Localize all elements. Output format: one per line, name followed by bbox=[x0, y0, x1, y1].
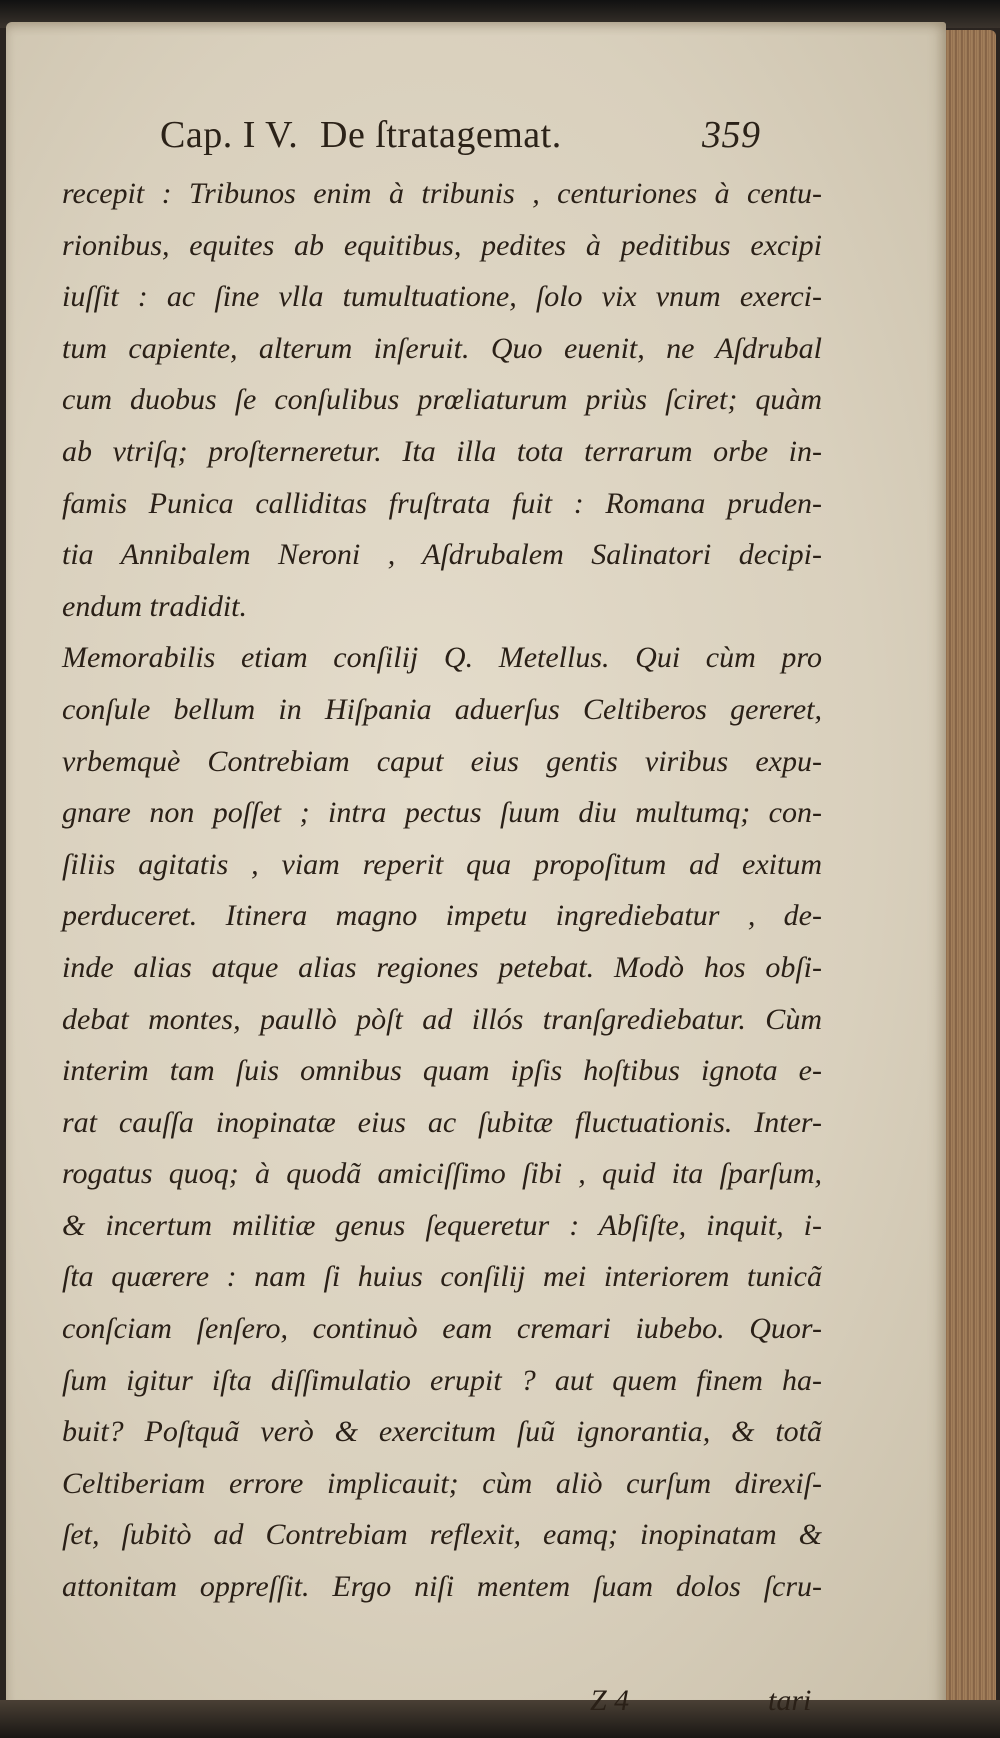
text-line: tum capiente, alterum inſeruit. Quo euenit, ne Aſdrubal bbox=[62, 331, 822, 365]
text-line: ſum igitur iſta diſſimulatio erupit ? aut quem finem ha- bbox=[62, 1363, 822, 1397]
body-text bbox=[62, 168, 822, 1613]
text-line: rat cauſſa inopinatæ eius ac ſubitæ fluctuationis. Inter- bbox=[62, 1105, 822, 1139]
text-line: famis Punica calliditas fruſtrata fuit : Romana pruden- bbox=[62, 486, 822, 520]
running-title: De ſtratagemat. bbox=[320, 114, 562, 156]
text-line: inde alias atque alias regiones petebat. Modò hos obſi- bbox=[62, 950, 822, 984]
text-line: rionibus, equites ab equitibus, pedites à peditibus excipi bbox=[62, 228, 822, 262]
text-line: iuſſit : ac ſine vlla tumultuatione, ſolo vix vnum exerci- bbox=[62, 280, 822, 314]
text-line: conſciam ſenſero, continuò eam cremari iubebo. Quor- bbox=[62, 1312, 822, 1346]
page-number: 359 bbox=[702, 114, 761, 156]
text-line: & incertum militiæ genus ſequeretur : Abſiſte, inquit, i- bbox=[62, 1208, 822, 1242]
text-line: attonitam oppreſſit. Ergo niſi mentem ſuam dolos ſcru- bbox=[62, 1570, 822, 1604]
text-line: Memorabilis etiam conſilij Q. Metellus. Qui cùm pro bbox=[62, 641, 822, 675]
text-line: Celtiberiam errore implicauit; cùm aliò curſum direxiſ- bbox=[62, 1466, 822, 1500]
text-line: ab vtriſq; proſterneretur. Ita illa tota terrarum orbe in- bbox=[62, 434, 822, 468]
text-line: debat montes, paullò pòſt ad illós tranſgrediebatur. Cùm bbox=[62, 1002, 822, 1036]
text-line: tia Annibalem Neroni , Aſdrubalem Salinatori decipi- bbox=[62, 538, 822, 572]
running-head bbox=[160, 113, 800, 163]
text-line: recepit : Tribunos enim à tribunis , centuriones à centu- bbox=[62, 177, 822, 210]
text-line: ſta quærere : nam ſi huius conſilij mei interiorem tunicã bbox=[62, 1260, 822, 1294]
page-footer bbox=[590, 1684, 840, 1730]
catchword: tari bbox=[768, 1684, 812, 1717]
text-line: ſet, ſubitò ad Contrebiam reflexit, eamq; inopinatam & bbox=[62, 1518, 822, 1552]
chapter-label: Cap. I V. bbox=[160, 114, 299, 156]
text-line: interim tam ſuis omnibus quam ipſis hoſtibus ignota e- bbox=[62, 1054, 822, 1088]
signature-mark: Z 4 bbox=[590, 1684, 630, 1717]
text-line: cum duobus ſe conſulibus prœliaturum priùs ſciret; quàm bbox=[62, 383, 822, 417]
text-line: endum tradidit. bbox=[62, 589, 247, 623]
text-line: rogatus quoq; à quodã amiciſſimo ſibi , quid ita ſparſum, bbox=[62, 1157, 822, 1191]
text-line: buit? Poſtquã verò & exercitum ſuũ ignorantia, & totã bbox=[62, 1415, 822, 1449]
text-line: perduceret. Itinera magno impetu ingrediebatur , de- bbox=[62, 899, 822, 933]
book-fore-edge bbox=[940, 30, 996, 1710]
text-line: vrbemquè Contrebiam caput eius gentis viribus expu- bbox=[62, 744, 822, 778]
text-line: conſule bellum in Hiſpania aduerſus Celtiberos gereret, bbox=[62, 692, 822, 726]
book-bottom-edge bbox=[0, 1700, 1000, 1738]
text-line: gnare non poſſet ; intra pectus ſuum diu multumq; con- bbox=[62, 796, 822, 830]
text-line: ſiliis agitatis , viam reperit qua propoſitum ad exitum bbox=[62, 847, 822, 881]
